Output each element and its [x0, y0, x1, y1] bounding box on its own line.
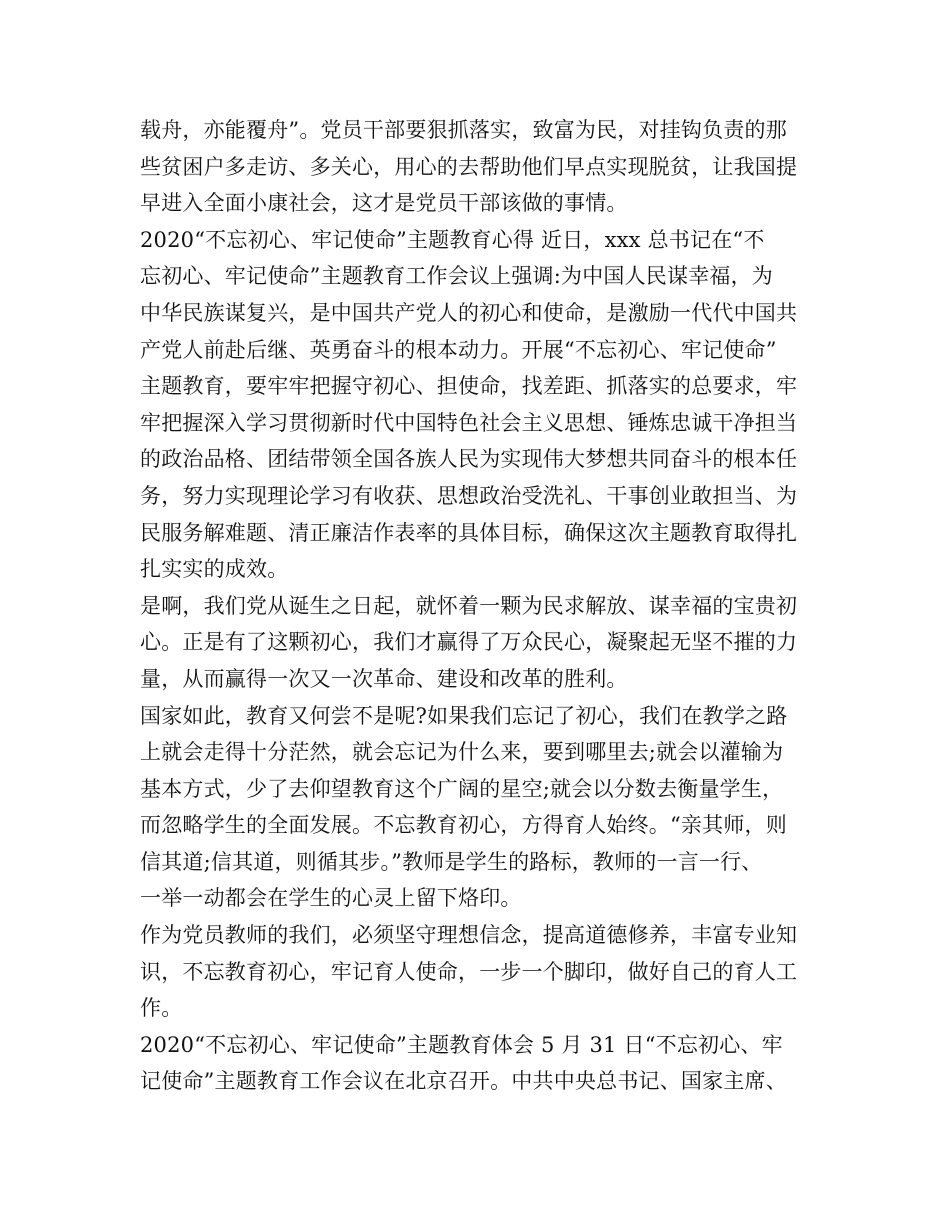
text-line: 一举一动都会在学生的心灵上留下烙印。	[140, 886, 522, 911]
text-line: 主题教育，要牢牢把握守初心、担使命，找差距、抓落实的总要求，牢	[140, 374, 798, 399]
text-line: 量，从而赢得一次又一次革命、建设和改革的胜利。	[140, 666, 628, 691]
text-line: 记使命”主题教育工作会议在北京召开。中共中央总书记、国家主席、	[140, 1069, 787, 1094]
text-line: 心。正是有了这颗初心，我们才赢得了万众民心，凝聚起无坚不摧的力	[140, 630, 798, 655]
text-line: 是啊，我们党从诞生之日起，就怀着一颗为民求解放、谋幸福的宝贵初	[140, 593, 798, 618]
text-line: 载舟，亦能覆舟”。党员干部要狠抓落实，致富为民，对挂钩负责的那	[140, 118, 787, 142]
text-line: 的政治品格、团结带领全国各族人民为实现伟大梦想共同奋斗的根本任	[140, 447, 798, 472]
text-line: 作。	[140, 996, 183, 1021]
text-line: 牢把握深入学习贯彻新时代中国特色社会主义思想、锤炼忠诚干净担当	[140, 410, 798, 435]
text-line: 务，努力实现理论学习有收获、思想政治受洗礼、干事创业敢担当、为	[140, 483, 798, 508]
text-line: 2020“不忘初心、牢记使命”主题教育体会 5 月 31 日“不忘初心、牢	[140, 1032, 783, 1057]
text-line: 作为党员教师的我们，必须坚守理想信念，提高道德修养，丰富专业知	[140, 923, 798, 948]
text-line: 上就会走得十分茫然，就会忘记为什么来，要到哪里去;就会以灌输为	[140, 740, 784, 765]
text-line: 产党人前赴后继、英勇奋斗的根本动力。开展“不忘初心、牢记使命”	[140, 337, 777, 362]
text-line: 2020“不忘初心、牢记使命”主题教育心得 近日，xxx 总书记在“不	[140, 227, 765, 252]
text-line: 忘初心、牢记使命”主题教育工作会议上强调:为中国人民谋幸福，为	[140, 264, 774, 289]
text-line: 早进入全面小康社会，这才是党员干部该做的事情。	[140, 191, 628, 216]
text-line: 中华民族谋复兴，是中国共产党人的初心和使命，是激励一代代中国共	[140, 300, 798, 325]
text-line: 扎实实的成效。	[140, 557, 289, 582]
text-line: 民服务解难题、清正廉洁作表率的具体目标，确保这次主题教育取得扎	[140, 520, 798, 545]
document-body	[140, 112, 820, 1100]
text-line: 基本方式，少了去仰望教育这个广阔的星空;就会以分数去衡量学生，	[140, 776, 784, 801]
text-line: 识，不忘教育初心，牢记育人使命，一步一个脚印，做好自己的育人工	[140, 959, 798, 984]
text-line: 信其道;信其道，则循其步。”教师是学生的路标，教师的一言一行、	[140, 849, 763, 874]
text-line: 国家如此，教育又何尝不是呢?如果我们忘记了初心，我们在教学之路	[140, 703, 788, 728]
text-line: 些贫困户多走访、多关心，用心的去帮助他们早点实现脱贫，让我国提	[140, 154, 798, 179]
text-line: 而忽略学生的全面发展。不忘教育初心，方得育人始终。“亲其师，则	[140, 813, 787, 838]
